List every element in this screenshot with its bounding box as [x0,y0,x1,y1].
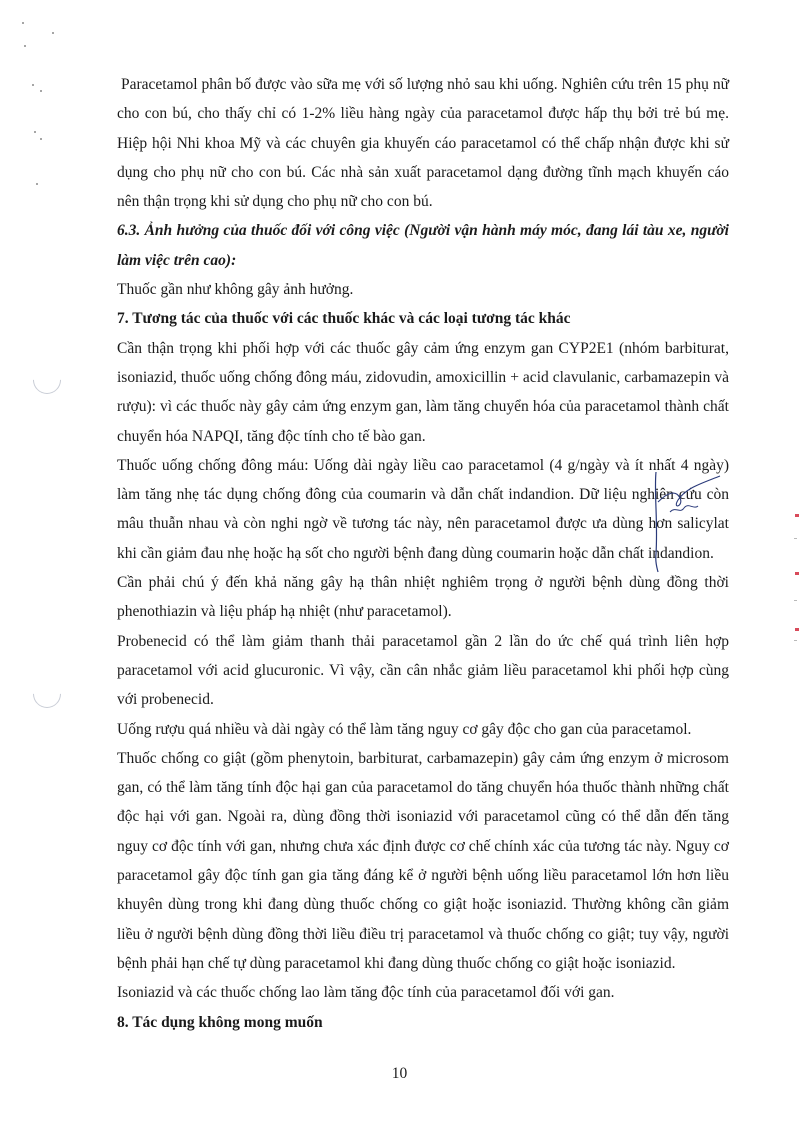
edge-mark [795,628,799,631]
body-paragraph: Paracetamol phân bố được vào sữa mẹ với số lượng nhỏ sau khi uống. Nghiên cứu trên 15 phụ nữ cho con bú, cho thấy chỉ có 1-2% liều hàng ngày của paracetamol được hấp thụ bởi trẻ bú mẹ. Hiệp hội Nhi khoa Mỹ và các chuyên gia khuyến cáo paracetamol có thể chấp nhận được khi sử dụng cho phụ nữ cho con bú. Các nhà sản xuất paracetamol dạng đường tĩnh mạch khuyến cáo nên thận trọng khi sử dụng cho phụ nữ cho con bú. [117,76,729,211]
scan-speck [40,138,42,140]
section-heading: 8. Tác dụng không mong muốn [117,1013,323,1031]
signature-mark [650,462,730,582]
section-heading: 7. Tương tác của thuốc với các thuốc khác và các loại tương tác khác [117,310,571,328]
body-paragraph: Thuốc chống co giật (gồm phenytoin, barbiturat, carbamazepin) gây cảm ứng enzym ở microsom gan, có thể làm tăng tính độc hại gan của paracetamol do tăng chuyển hóa thuốc thành những chất độc hại với gan. Ngoài ra, dùng đồng thời isoniazid với paracetamol cũng có thể dẫn đến tăng nguy cơ độc tính với gan, nhưng chưa xác định được cơ chế chính xác của tương tác này. Nguy cơ paracetamol gây độc tính gan gia tăng đáng kể ở người bệnh uống liều paracetamol lớn hơn liều khuyên dùng trong khi đang dùng thuốc chống co giật hoặc isoniazid. Thường không cần giảm liều ở người bệnh dùng đồng thời liều điều trị paracetamol và thuốc chống co giật; tuy vậy, người bệnh phải hạn chế tự dùng paracetamol khi đang dùng thuốc chống co giật hoặc isoniazid. [117,749,729,972]
scan-speck [36,183,38,185]
body-paragraph: Uống rượu quá nhiều và dài ngày có thể làm tăng nguy cơ gây độc cho gan của paracetamol. [117,720,692,738]
punch-hole [27,674,67,714]
body-paragraph: Isoniazid và các thuốc chống lao làm tăng độc tính của paracetamol đối với gan. [117,984,615,1002]
section-heading: 6.3. Ảnh hưởng của thuốc đối với công việc (Người vận hành máy móc, đang lái tàu xe, người làm việc trên cao): [117,222,729,269]
scan-speck [24,45,26,47]
body-paragraph: Probenecid có thể làm giảm thanh thải paracetamol gần 2 lần do ức chế quá trình liên hợp paracetamol với acid glucuronic. Vì vậy, cần cân nhắc giảm liều paracetamol khi phối hợp cùng với probenecid. [117,632,729,709]
edge-mark [795,514,799,517]
body-paragraph: Thuốc gần như không gây ảnh hưởng. [117,281,354,299]
edge-mark [795,572,799,575]
body-paragraph: Cần phải chú ý đến khả năng gây hạ thân nhiệt nghiêm trọng ở người bệnh dùng đồng thời phenothiazin và liệu pháp hạ nhiệt (như paracetamol). [117,574,729,621]
scan-speck [22,22,24,24]
scan-speck [52,32,54,34]
scan-speck [32,84,34,86]
edge-mark [794,600,797,601]
punch-hole [27,360,67,400]
scan-speck [34,131,36,133]
edge-mark [794,640,797,641]
scan-speck [40,90,42,92]
document-body [117,70,729,1037]
body-paragraph: Cần thận trọng khi phối hợp với các thuốc gây cảm ứng enzym gan CYP2E1 (nhóm barbiturat, isoniazid, thuốc uống chống đông máu, zidovudin, amoxicillin + acid clavulanic, carbamazepin và rượu): vì các thuốc này gây cảm ứng enzym gan, làm tăng chuyển hóa của paracetamol thành chất chuyển hóa NAPQI, tăng độc tính cho tế bào gan. [117,339,729,445]
page-number: 10 [391,1065,408,1082]
edge-mark [794,538,797,539]
body-paragraph: Thuốc uống chống đông máu: Uống dài ngày liều cao paracetamol (4 g/ngày và ít nhất 4 ngày) làm tăng nhẹ tác dụng chống đông của coumarin và dẫn chất indandion. Dữ liệu nghiên cứu còn mâu thuẫn nhau và còn nghi ngờ về tương tác này, nên paracetamol được ưa dùng hơn salicylat khi cần giảm đau nhẹ hoặc hạ sốt cho người bệnh đang dùng coumarin hoặc dẫn chất indandion. [117,456,729,562]
